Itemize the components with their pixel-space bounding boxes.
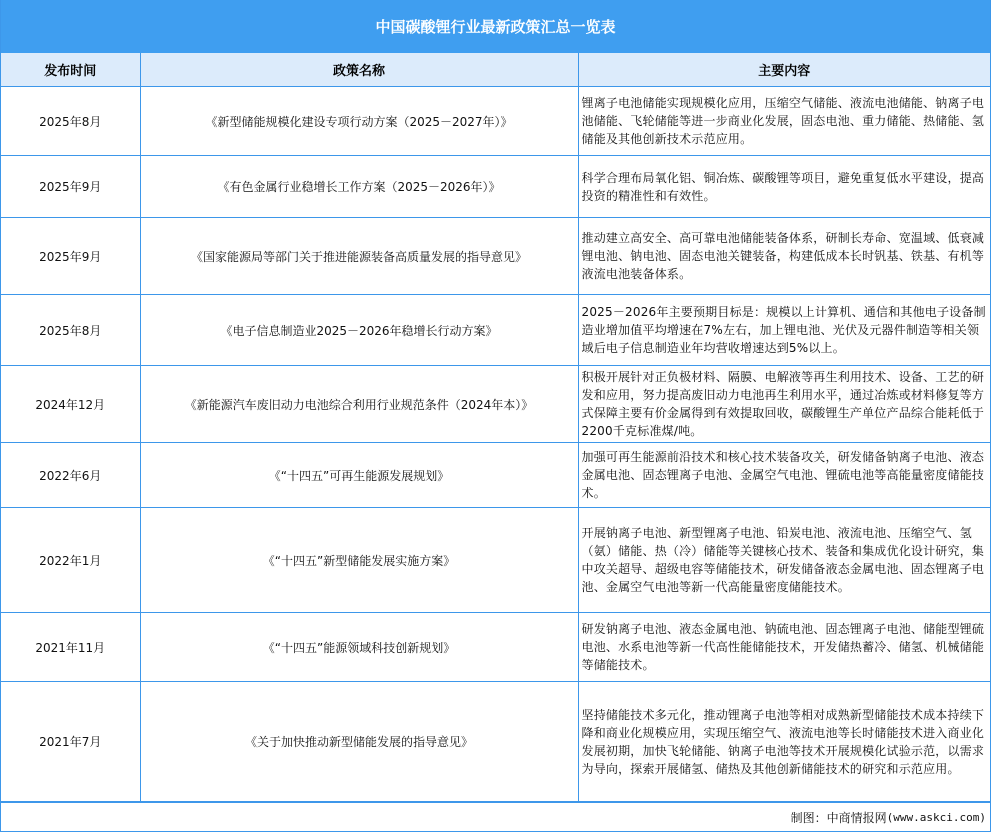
cell-policy-name: 《“十四五”新型储能发展实施方案》 [140, 508, 578, 613]
cell-date: 2025年9月 [1, 218, 140, 295]
cell-policy-name: 《有色金属行业稳增长工作方案（2025－2026年）》 [140, 156, 578, 218]
cell-date: 2022年1月 [1, 508, 140, 613]
cell-policy-name: 《关于加快推动新型储能发展的指导意见》 [140, 682, 578, 802]
cell-policy-name: 《国家能源局等部门关于推进能源装备高质量发展的指导意见》 [140, 218, 578, 295]
cell-date: 2021年11月 [1, 613, 140, 682]
cell-content: 科学合理布局氧化铝、铜冶炼、碳酸锂等项目，避免重复低水平建设，提高投资的精准性和有效性。 [578, 156, 990, 218]
table-header-row [1, 53, 990, 87]
cell-content: 积极开展针对正负极材料、隔膜、电解液等再生利用技术、设备、工艺的研发和应用，努力提高废旧动力电池再生利用水平，通过冶炼或材料修复等方式保障主要有价金属得到有效提取回收，碳酸锂生产单位产品综合能耗低于2200千克标准煤/吨。 [578, 366, 990, 443]
page-title: 中国碳酸锂行业最新政策汇总一览表 [1, 0, 990, 53]
cell-policy-name: 《“十四五”可再生能源发展规划》 [140, 443, 578, 508]
cell-content: 2025－2026年主要预期目标是：规模以上计算机、通信和其他电子设备制造业增加值平均增速在7%左右，加上锂电池、光伏及元器件制造等相关领域后电子信息制造业年均营收增速达到5%以上。 [578, 295, 990, 366]
cell-content: 锂离子电池储能实现规模化应用，压缩空气储能、液流电池储能、钠离子电池储能、飞轮储能等进一步商业化发展，固态电池、重力储能、热储能、氢储能及其他创新技术示范应用。 [578, 87, 990, 156]
table-row [1, 682, 990, 802]
column-header-policy-name: 政策名称 [140, 53, 578, 87]
cell-date: 2022年6月 [1, 443, 140, 508]
policy-table [1, 53, 990, 802]
cell-date: 2021年7月 [1, 682, 140, 802]
cell-content: 推动建立高安全、高可靠电池储能装备体系，研制长寿命、宽温域、低衰减锂电池、钠电池、固态电池关键装备，构建低成本长时钒基、铁基、有机等液流电池装备体系。 [578, 218, 990, 295]
cell-date: 2025年8月 [1, 87, 140, 156]
table-body [1, 87, 990, 802]
table-row [1, 87, 990, 156]
table-row [1, 443, 990, 508]
table-row [1, 613, 990, 682]
cell-policy-name: 《新型储能规模化建设专项行动方案（2025－2027年）》 [140, 87, 578, 156]
cell-policy-name: 《“十四五”能源领域科技创新规划》 [140, 613, 578, 682]
table-row [1, 366, 990, 443]
cell-content: 开展钠离子电池、新型锂离子电池、铅炭电池、液流电池、压缩空气、氢（氨）储能、热（冷）储能等关键核心技术、装备和集成优化设计研究，集中攻关超导、超级电容等储能技术，研发储备液态金属电池、固态锂离子电池、金属空气电池等新一代高能量密度储能技术。 [578, 508, 990, 613]
cell-date: 2025年8月 [1, 295, 140, 366]
table-row [1, 508, 990, 613]
table-row [1, 218, 990, 295]
table-row [1, 295, 990, 366]
cell-date: 2025年9月 [1, 156, 140, 218]
cell-content: 研发钠离子电池、液态金属电池、钠硫电池、固态锂离子电池、储能型锂硫电池、水系电池等新一代高性能储能技术，开发储热蓄冷、储氢、机械储能等储能技术。 [578, 613, 990, 682]
column-header-date: 发布时间 [1, 53, 140, 87]
source-label: 制图：中商情报网 [790, 810, 887, 825]
cell-content: 坚持储能技术多元化，推动锂离子电池等相对成熟新型储能技术成本持续下降和商业化规模应用，实现压缩空气、液流电池等长时储能技术进入商业化发展初期，加快飞轮储能、钠离子电池等技术开展规模化试验示范，以需求为导向，探索开展储氢、储热及其他创新储能技术的研究和示范应用。 [578, 682, 990, 802]
cell-policy-name: 《新能源汽车废旧动力电池综合利用行业规范条件（2024年本）》 [140, 366, 578, 443]
table-row [1, 156, 990, 218]
source-url: (www.askci.com) [886, 810, 986, 824]
cell-date: 2024年12月 [1, 366, 140, 443]
column-header-content: 主要内容 [578, 53, 990, 87]
source-credit [1, 802, 990, 831]
cell-policy-name: 《电子信息制造业2025－2026年稳增长行动方案》 [140, 295, 578, 366]
cell-content: 加强可再生能源前沿技术和核心技术装备攻关，研发储备钠离子电池、液态金属电池、固态锂离子电池、金属空气电池、锂硫电池等高能量密度储能技术。 [578, 443, 990, 508]
